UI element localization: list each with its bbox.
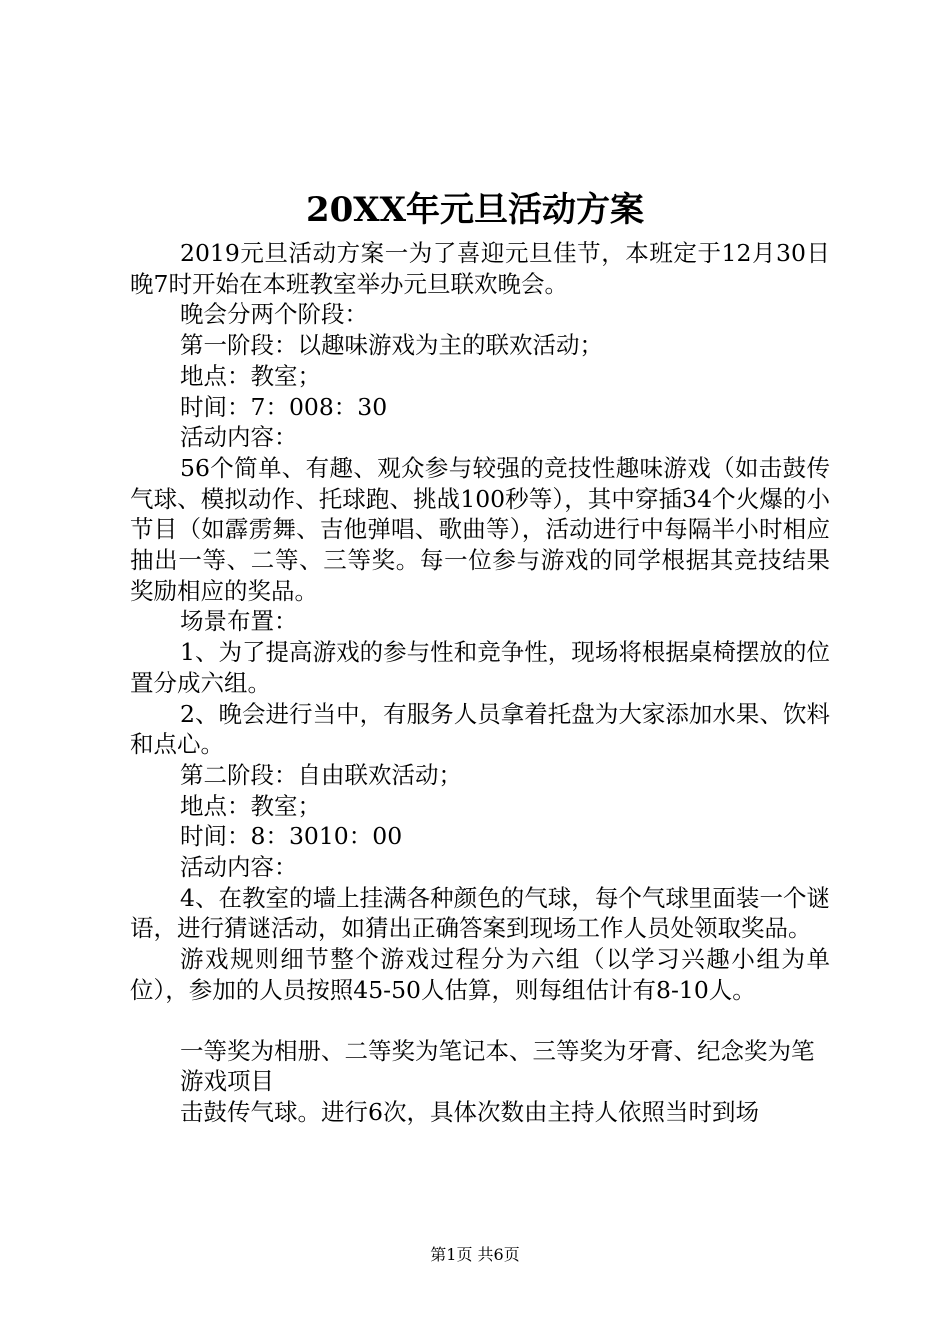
- paragraph-stages: 晚会分两个阶段：: [180, 300, 368, 329]
- paragraph-scene-item-2: 2、晚会进行当中，有服务人员拿着托盘为大家添加水果、饮料和点心。: [130, 699, 830, 759]
- paragraph-content-one: 56个简单、有趣、观众参与较强的竞技性趣味游戏（如击鼓传气球、模拟动作、托球跑、挑战100秒等），其中穿插34个火爆的小节目（如霹雳舞、吉他弹唱、歌曲等），活动进行中每隔半小时相应抽出一等、二等、三等奖。每一位参与游戏的同学根据其竞技结果奖励相应的奖品。: [130, 453, 830, 605]
- paragraph-scene-item-1: 1、为了提高游戏的参与性和竞争性，现场将根据桌椅摆放的位置分成六组。: [130, 638, 830, 697]
- paragraph-game-item-1: 击鼓传气球。进行6次，具体次数由主持人依照当时到场: [180, 1097, 759, 1126]
- paragraph-content-two: 4、在教室的墙上挂满各种颜色的气球，每个气球里面装一个谜语，进行猜谜活动，如猜出正确答案到现场工作人员处领取奖品。: [130, 883, 830, 943]
- paragraph-time-two: 时间：8：3010：00: [180, 822, 403, 851]
- page-indicator: 第1页 共6页: [430, 1245, 520, 1264]
- document-title: 20XX年元旦活动方案: [305, 190, 645, 230]
- paragraph-location-two: 地点：教室；: [180, 791, 321, 820]
- paragraph-prizes: 一等奖为相册、二等奖为笔记本、三等奖为牙膏、纪念奖为笔: [180, 1036, 815, 1065]
- paragraph-game-items-heading: 游戏项目: [180, 1067, 274, 1096]
- paragraph-stage-one: 第一阶段：以趣味游戏为主的联欢活动；: [180, 331, 603, 360]
- paragraph-intro: 2019元旦活动方案一为了喜迎元旦佳节，本班定于12月30日晚7时开始在本班教室举办元旦联欢晚会。: [130, 239, 830, 298]
- paragraph-content-heading-one: 活动内容：: [180, 423, 298, 452]
- paragraph-game-rules: 游戏规则细节整个游戏过程分为六组（以学习兴趣小组为单位），参加的人员按照45-50人估算，则每组估计有8-10人。: [130, 945, 830, 1004]
- paragraph-scene-heading: 场景布置：: [180, 607, 298, 636]
- paragraph-time-one: 时间：7：008：30: [180, 392, 388, 421]
- paragraph-content-heading-two: 活动内容：: [180, 853, 298, 882]
- document-body: [130, 238, 830, 1128]
- paragraph-stage-two: 第二阶段：自由联欢活动；: [180, 760, 462, 789]
- paragraph-location-one: 地点：教室；: [180, 361, 321, 390]
